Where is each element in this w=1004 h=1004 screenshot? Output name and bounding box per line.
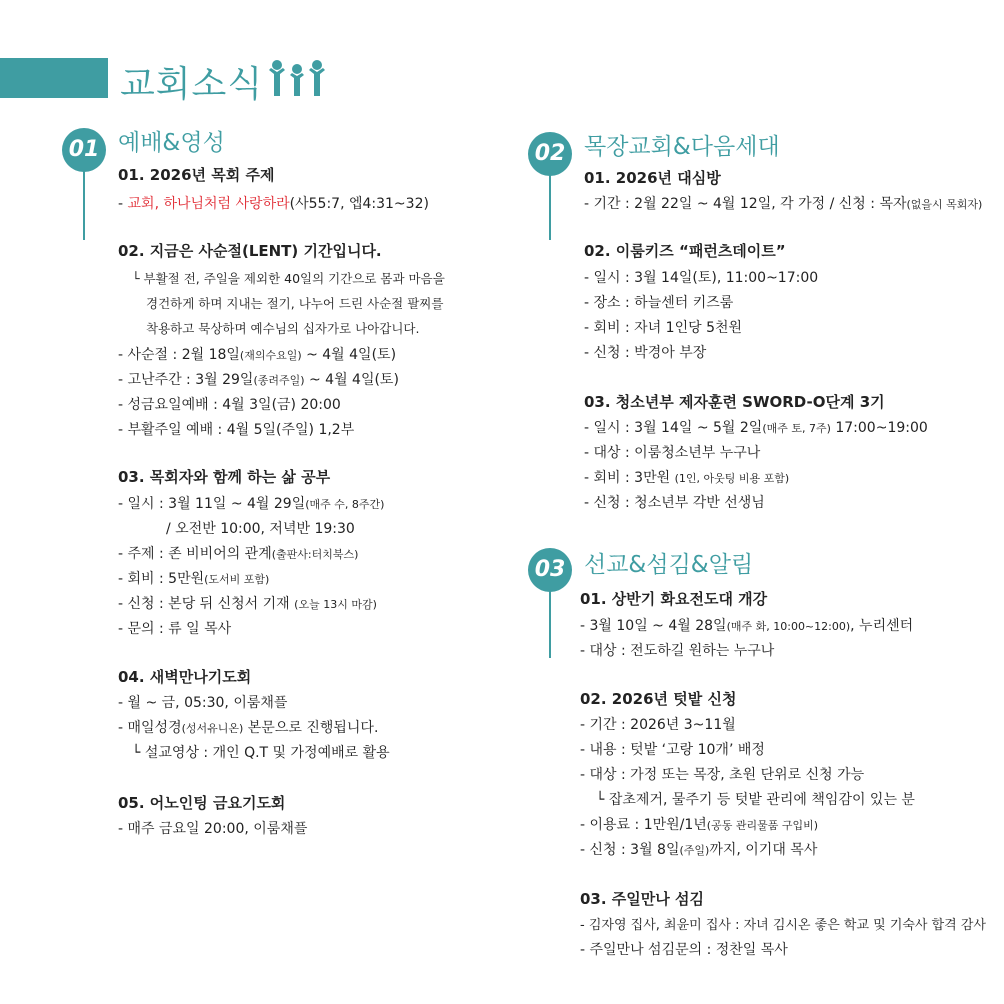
- list-item: - 장소 : 하늘센터 키즈룸: [584, 295, 734, 311]
- people-icon: [268, 58, 326, 98]
- list-item: - 일시 : 3월 11일 ~ 4월 29일(매주 수, 8주간): [118, 496, 385, 512]
- list-item: - 대상 : 가정 또는 목장, 초원 단위로 신청 가능: [580, 767, 865, 783]
- item-heading: 02. 지금은 사순절(LENT) 기간입니다.: [118, 242, 382, 260]
- item-heading: 04. 새벽만나기도회: [118, 668, 252, 686]
- list-item: - 김자영 집사, 최윤미 집사 : 자녀 김시온 좋은 학교 및 기숙사 합격 감사: [580, 918, 986, 933]
- item-heading: 01. 2026년 목회 주제: [118, 166, 275, 184]
- note-line: └ 잡초제거, 물주기 등 텃밭 관리에 책임감이 있는 분: [596, 792, 915, 808]
- highlight-text: 교회, 하나님처럼 사랑하라: [127, 196, 290, 212]
- list-item: - 기간 : 2월 22일 ~ 4월 12일, 각 가정 / 신청 : 목자(없을시 목회자): [584, 196, 983, 212]
- list-item: - 교회, 하나님처럼 사랑하라(사55:7, 엡4:31~32): [118, 196, 429, 212]
- item-heading: 05. 어노인팅 금요기도회: [118, 794, 286, 812]
- item-heading: 02. 이룸키즈 “패런츠데이트”: [584, 242, 786, 260]
- list-item: - 이용료 : 1만원/1년(공동 관리물품 구입비): [580, 817, 819, 833]
- section-title: 선교&섬김&알림: [584, 552, 754, 578]
- section-divider-line: [549, 174, 551, 240]
- list-item: - 월 ~ 금, 05:30, 이룸채플: [118, 695, 288, 711]
- list-item: - 일시 : 3월 14일(토), 11:00~17:00: [584, 270, 819, 286]
- list-item: - 회비 : 3만원 (1인, 아웃팅 비용 포함): [584, 470, 790, 486]
- list-item: - 대상 : 전도하길 원하는 누구나: [580, 643, 775, 659]
- note-line: 착용하고 묵상하며 예수님의 십자가로 나아갑니다.: [146, 321, 420, 336]
- list-item: - 3월 10일 ~ 4월 28일(매주 화, 10:00~12:00), 누리센터: [580, 618, 914, 634]
- item-heading: 01. 2026년 대심방: [584, 169, 721, 187]
- list-item: - 문의 : 류 일 목사: [118, 621, 232, 637]
- section-divider-line: [83, 170, 85, 240]
- list-item: - 신청 : 3월 8일(주일)까지, 이기대 목사: [580, 842, 818, 858]
- list-item: - 신청 : 박경아 부장: [584, 345, 707, 361]
- list-item: - 신청 : 본당 뒤 신청서 기재 (오늘 13시 마감): [118, 596, 377, 612]
- note-line: └ 설교영상 : 개인 Q.T 및 가정예배로 활용: [132, 745, 390, 761]
- list-item: - 기간 : 2026년 3~11월: [580, 717, 736, 733]
- list-item: - 주제 : 존 비비어의 관계(출판사:터치북스): [118, 546, 359, 562]
- list-item: - 성금요일예배 : 4월 3일(금) 20:00: [118, 397, 341, 413]
- section-title: 예배&영성: [118, 130, 225, 156]
- list-item: / 오전반 10:00, 저녁반 19:30: [166, 521, 355, 537]
- page-title: 교회소식: [120, 64, 264, 105]
- list-item: - 내용 : 텃밭 ‘고랑 10개’ 배정: [580, 742, 765, 758]
- item-heading: 03. 청소년부 제자훈련 SWORD-O단계 3기: [584, 393, 885, 411]
- list-item: - 부활주일 예배 : 4월 5일(주일) 1,2부: [118, 422, 355, 438]
- section-title: 목장교회&다음세대: [584, 134, 780, 160]
- header-accent-bar: [0, 58, 108, 98]
- section-number-badge: 03: [528, 548, 572, 592]
- list-item: - 일시 : 3월 14일 ~ 5월 2일(매주 토, 7주) 17:00~19:00: [584, 420, 928, 436]
- list-item: - 회비 : 5만원(도서비 포함): [118, 571, 270, 587]
- list-item: - 사순절 : 2월 18일(재의수요일) ~ 4월 4일(토): [118, 347, 397, 363]
- section-number-badge: 02: [528, 132, 572, 176]
- item-heading: 03. 주일만나 섬김: [580, 890, 704, 908]
- note-line: └ 부활절 전, 주일을 제외한 40일의 기간으로 몸과 마음을: [132, 271, 445, 286]
- item-heading: 02. 2026년 텃밭 신청: [580, 690, 737, 708]
- section-number-badge: 01: [62, 128, 106, 172]
- list-item: - 대상 : 이룸청소년부 누구나: [584, 445, 761, 461]
- list-item: - 매주 금요일 20:00, 이룸채플: [118, 821, 308, 837]
- list-item: - 회비 : 자녀 1인당 5천원: [584, 320, 743, 336]
- list-item: - 매일성경(성서유니온) 본문으로 진행됩니다.: [118, 720, 379, 736]
- section-divider-line: [549, 590, 551, 658]
- item-heading: 01. 상반기 화요전도대 개강: [580, 590, 768, 608]
- list-item: - 신청 : 청소년부 각반 선생님: [584, 495, 765, 511]
- list-item: - 고난주간 : 3월 29일(종려주일) ~ 4월 4일(토): [118, 372, 399, 388]
- item-heading: 03. 목회자와 함께 하는 삶 공부: [118, 468, 331, 486]
- list-item: - 주일만나 섬김문의 : 정찬일 목사: [580, 942, 788, 958]
- note-line: 경건하게 하며 지내는 절기, 나누어 드린 사순절 팔찌를: [146, 296, 444, 311]
